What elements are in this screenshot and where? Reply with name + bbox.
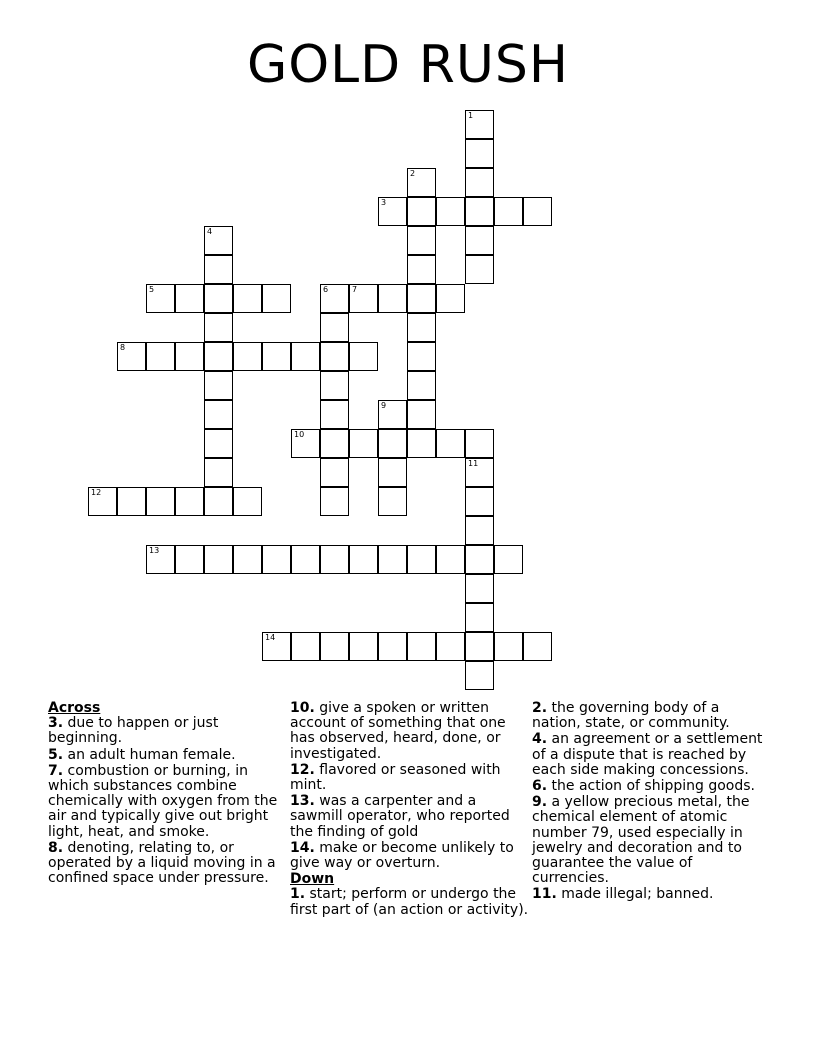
grid-cell[interactable] [465, 632, 494, 661]
grid-cell[interactable] [349, 284, 378, 313]
grid-cell[interactable] [233, 342, 262, 371]
clue-number: 14 [265, 633, 276, 642]
grid-cell[interactable] [320, 284, 349, 313]
grid-cell[interactable] [291, 342, 320, 371]
grid-cell[interactable] [349, 545, 378, 574]
grid-cell[interactable] [523, 632, 552, 661]
grid-cell[interactable] [407, 371, 436, 400]
grid-cell[interactable] [291, 545, 320, 574]
clue-number: 13 [149, 546, 160, 555]
grid-cell[interactable] [465, 516, 494, 545]
grid-cell[interactable] [204, 255, 233, 284]
grid-cell[interactable] [436, 545, 465, 574]
grid-cell[interactable] [407, 400, 436, 429]
clue-number: 8 [120, 343, 126, 352]
grid-cell[interactable] [378, 429, 407, 458]
grid-cell[interactable] [465, 139, 494, 168]
grid-cell[interactable] [146, 545, 175, 574]
grid-cell[interactable] [204, 487, 233, 516]
grid-cell[interactable] [320, 487, 349, 516]
grid-cell[interactable] [204, 313, 233, 342]
clue-number: 7 [352, 285, 358, 294]
clue-down-9: 9. a yellow precious metal, the chemical element of atomic number 79, used especially in jewelry and decoration and to guarantee the value of currencies. [532, 794, 750, 887]
clue-across-12: 12. flavored or seasoned with mint. [290, 761, 501, 794]
grid-cell[interactable] [262, 342, 291, 371]
grid-cell[interactable] [407, 284, 436, 313]
grid-cell[interactable] [436, 429, 465, 458]
grid-cell[interactable] [407, 168, 436, 197]
grid-cell[interactable] [465, 110, 494, 139]
grid-cell[interactable] [465, 487, 494, 516]
grid-cell[interactable] [407, 545, 436, 574]
grid-cell[interactable] [320, 545, 349, 574]
grid-cell[interactable] [320, 429, 349, 458]
grid-cell[interactable] [465, 197, 494, 226]
clue-across-8: 8. denoting, relating to, or operated by a liquid moving in a confined space under pressure. [48, 839, 276, 887]
down-heading: Down [290, 871, 335, 888]
clue-down-1: 1. start; perform or undergo the first part of (an action or activity). [290, 886, 529, 918]
grid-cell[interactable] [523, 197, 552, 226]
grid-cell[interactable] [465, 458, 494, 487]
grid-cell[interactable] [465, 574, 494, 603]
grid-cell[interactable] [175, 284, 204, 313]
grid-cell[interactable] [436, 284, 465, 313]
grid-cell[interactable] [465, 603, 494, 632]
clue-across-7: 7. combustion or burning, in which substances combine chemically with oxygen from the air and typically give out bright light, heat, and smoke. [48, 762, 278, 840]
grid-cell[interactable] [494, 197, 523, 226]
grid-cell[interactable] [407, 429, 436, 458]
grid-cell[interactable] [494, 632, 523, 661]
clue-number: 4 [207, 227, 213, 236]
grid-cell[interactable] [204, 284, 233, 313]
grid-cell[interactable] [320, 458, 349, 487]
clue-across-10: 10. give a spoken or written account of something that one has observed, heard, done, or investigated. [290, 700, 506, 762]
grid-cell[interactable] [407, 226, 436, 255]
grid-cell[interactable] [378, 400, 407, 429]
clue-number: 9 [381, 401, 387, 410]
clue-number: 12 [91, 488, 102, 497]
grid-cell[interactable] [175, 545, 204, 574]
grid-cell[interactable] [349, 429, 378, 458]
clue-number: 10 [294, 430, 305, 439]
clues-column-1 [48, 701, 288, 887]
grid-cell[interactable] [320, 400, 349, 429]
grid-cell[interactable] [146, 284, 175, 313]
grid-cell[interactable] [465, 661, 494, 690]
clue-down-6: 6. the action of shipping goods. [532, 778, 756, 795]
grid-cell[interactable] [320, 342, 349, 371]
clue-across-5: 5. an adult human female. [48, 746, 236, 763]
grid-cell[interactable] [204, 226, 233, 255]
grid-cell[interactable] [204, 545, 233, 574]
puzzle-title: GOLD RUSH [246, 35, 570, 95]
grid-cell[interactable] [378, 458, 407, 487]
grid-cell[interactable] [291, 632, 320, 661]
grid-cell[interactable] [204, 342, 233, 371]
grid-cell[interactable] [436, 632, 465, 661]
grid-cell[interactable] [146, 342, 175, 371]
grid-cell[interactable] [407, 313, 436, 342]
across-heading: Across [48, 700, 101, 716]
clue-number: 5 [149, 285, 155, 294]
clues-column-3 [532, 701, 772, 904]
grid-cell[interactable] [146, 487, 175, 516]
clue-down-2: 2. the governing body of a nation, state, or community. [532, 700, 730, 732]
clue-down-4: 4. an agreement or a settlement of a dispute that is reached by each side making concessions. [532, 731, 763, 778]
grid-cell[interactable] [204, 400, 233, 429]
clue-across-14: 14. make or become unlikely to give way or overturn. [290, 839, 514, 872]
grid-cell[interactable] [407, 197, 436, 226]
grid-cell[interactable] [175, 487, 204, 516]
clue-number: 6 [323, 285, 329, 294]
grid-cell[interactable] [262, 632, 291, 661]
grid-cell[interactable] [320, 313, 349, 342]
grid-cell[interactable] [320, 632, 349, 661]
clue-number: 3 [381, 198, 387, 207]
grid-cell[interactable] [175, 342, 204, 371]
grid-cell[interactable] [407, 632, 436, 661]
clue-across-3: 3. due to happen or just beginning. [48, 715, 219, 747]
grid-cell[interactable] [204, 458, 233, 487]
grid-cell[interactable] [378, 284, 407, 313]
grid-cell[interactable] [88, 487, 117, 516]
grid-cell[interactable] [378, 545, 407, 574]
grid-cell[interactable] [117, 342, 146, 371]
grid-cell[interactable] [262, 284, 291, 313]
grid-cell[interactable] [291, 429, 320, 458]
grid-cell[interactable] [349, 342, 378, 371]
grid-cell[interactable] [320, 371, 349, 400]
grid-cell[interactable] [407, 342, 436, 371]
grid-cell[interactable] [378, 487, 407, 516]
grid-cell[interactable] [117, 487, 146, 516]
grid-cell[interactable] [233, 284, 262, 313]
grid-cell[interactable] [436, 197, 465, 226]
grid-cell[interactable] [349, 632, 378, 661]
clue-number: 1 [468, 111, 474, 120]
grid-cell[interactable] [378, 197, 407, 226]
grid-cell[interactable] [378, 632, 407, 661]
grid-cell[interactable] [233, 545, 262, 574]
grid-cell[interactable] [204, 429, 233, 458]
clue-down-11: 11. made illegal; banned. [532, 886, 714, 903]
grid-cell[interactable] [407, 255, 436, 284]
grid-cell[interactable] [494, 545, 523, 574]
grid-cell[interactable] [204, 371, 233, 400]
grid-cell[interactable] [262, 545, 291, 574]
grid-cell[interactable] [465, 226, 494, 255]
grid-cell[interactable] [465, 545, 494, 574]
clue-number: 11 [468, 459, 479, 468]
grid-cell[interactable] [233, 487, 262, 516]
grid-cell[interactable] [465, 255, 494, 284]
grid-cell[interactable] [465, 429, 494, 458]
grid-cell[interactable] [465, 168, 494, 197]
clue-across-13: 13. was a carpenter and a sawmill operator, who reported the finding of gold [290, 793, 510, 840]
clue-number: 2 [410, 169, 416, 178]
clues-column-2 [290, 701, 530, 919]
